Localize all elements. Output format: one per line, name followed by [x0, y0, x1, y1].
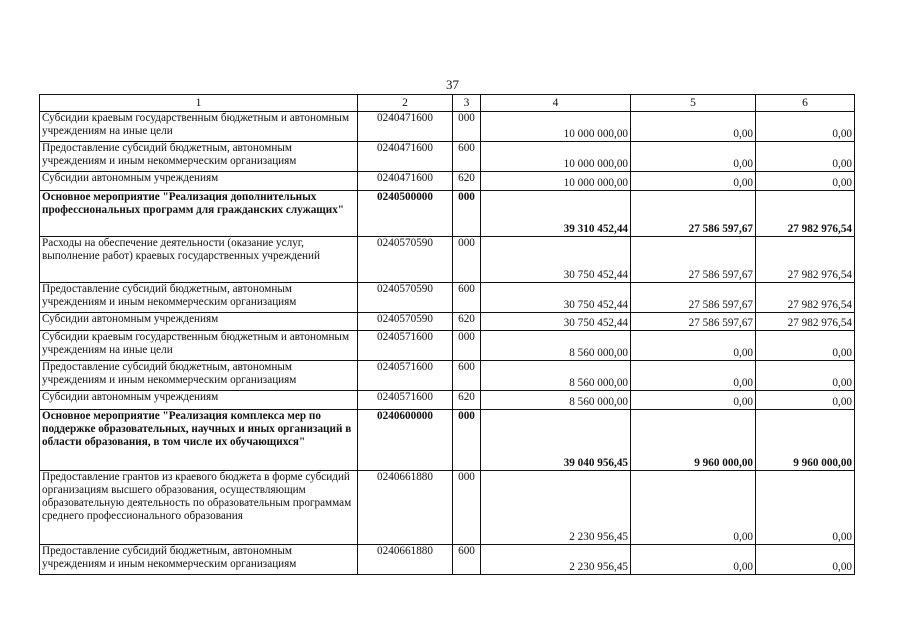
row-type: 000 [453, 471, 481, 545]
row-value-4: 10 000 000,00 [481, 112, 631, 142]
column-header: 6 [756, 95, 855, 112]
row-value-5: 0,00 [631, 391, 756, 410]
table-row [40, 410, 855, 471]
row-type: 600 [453, 361, 481, 391]
row-value-6: 0,00 [756, 545, 855, 575]
row-value-5: 0,00 [631, 172, 756, 191]
row-type: 000 [453, 237, 481, 283]
row-type: 000 [453, 410, 481, 471]
column-header: 4 [481, 95, 631, 112]
row-value-6: 9 960 000,00 [756, 410, 855, 471]
row-value-6: 0,00 [756, 361, 855, 391]
row-name: Предоставление субсидий бюджетным, автономным учреждениям и иным некоммерческим организациям [40, 283, 358, 313]
row-name: Предоставление субсидий бюджетным, автономным учреждениям и иным некоммерческим организациям [40, 361, 358, 391]
row-type: 600 [453, 545, 481, 575]
row-value-5: 0,00 [631, 331, 756, 361]
row-code: 0240500000 [358, 191, 453, 237]
row-value-5: 27 586 597,67 [631, 283, 756, 313]
row-code: 0240570590 [358, 237, 453, 283]
row-name: Предоставление грантов из краевого бюджета в форме субсидий организациям высшего образования, осуществляющим образовательную деятельность по образовательным программам среднего профессионального образования [40, 471, 358, 545]
column-header: 2 [358, 95, 453, 112]
row-value-5: 27 586 597,67 [631, 313, 756, 331]
table-body [40, 112, 855, 575]
row-name: Субсидии автономным учреждениям [40, 313, 358, 331]
table-row [40, 172, 855, 191]
row-value-4: 10 000 000,00 [481, 142, 631, 172]
row-value-6: 0,00 [756, 391, 855, 410]
row-code: 0240661880 [358, 471, 453, 545]
row-value-5: 27 586 597,67 [631, 237, 756, 283]
row-name: Основное мероприятие "Реализация комплекса мер по поддержке образовательных, научных и иных организаций в области образования, в том числе их обучающихся" [40, 410, 358, 471]
row-name: Предоставление субсидий бюджетным, автономным учреждениям и иным некоммерческим организациям [40, 545, 358, 575]
row-code: 0240471600 [358, 172, 453, 191]
page-number: 37 [446, 77, 459, 92]
row-type: 620 [453, 172, 481, 191]
row-type: 600 [453, 142, 481, 172]
row-code: 0240471600 [358, 112, 453, 142]
row-value-5: 0,00 [631, 545, 756, 575]
row-value-6: 0,00 [756, 112, 855, 142]
table-row [40, 361, 855, 391]
row-value-6: 0,00 [756, 331, 855, 361]
row-code: 0240571600 [358, 361, 453, 391]
row-type: 000 [453, 112, 481, 142]
row-name: Расходы на обеспечение деятельности (оказание услуг, выполнение работ) краевых государственных учреждений [40, 237, 358, 283]
row-value-4: 8 560 000,00 [481, 391, 631, 410]
budget-table [39, 94, 855, 575]
row-code: 0240571600 [358, 331, 453, 361]
row-value-5: 0,00 [631, 471, 756, 545]
row-value-4: 39 310 452,44 [481, 191, 631, 237]
table-row [40, 471, 855, 545]
row-code: 0240661880 [358, 545, 453, 575]
row-type: 000 [453, 191, 481, 237]
table-row [40, 545, 855, 575]
row-type: 620 [453, 313, 481, 331]
table-row [40, 191, 855, 237]
row-value-6: 27 982 976,54 [756, 313, 855, 331]
table-row [40, 112, 855, 142]
row-value-6: 27 982 976,54 [756, 283, 855, 313]
row-value-4: 10 000 000,00 [481, 172, 631, 191]
table-row [40, 142, 855, 172]
row-value-4: 30 750 452,44 [481, 283, 631, 313]
row-type: 000 [453, 331, 481, 361]
row-value-5: 0,00 [631, 361, 756, 391]
row-value-4: 8 560 000,00 [481, 361, 631, 391]
row-code: 0240571600 [358, 391, 453, 410]
table-row [40, 283, 855, 313]
row-value-4: 2 230 956,45 [481, 545, 631, 575]
row-value-6: 27 982 976,54 [756, 237, 855, 283]
row-value-4: 30 750 452,44 [481, 313, 631, 331]
row-code: 0240471600 [358, 142, 453, 172]
row-value-6: 0,00 [756, 142, 855, 172]
table-row [40, 391, 855, 410]
row-value-5: 0,00 [631, 112, 756, 142]
row-value-4: 2 230 956,45 [481, 471, 631, 545]
row-value-5: 27 586 597,67 [631, 191, 756, 237]
row-value-5: 9 960 000,00 [631, 410, 756, 471]
row-type: 620 [453, 391, 481, 410]
column-header: 1 [40, 95, 358, 112]
table-row [40, 331, 855, 361]
row-name: Субсидии автономным учреждениям [40, 391, 358, 410]
row-code: 0240570590 [358, 313, 453, 331]
column-header: 5 [631, 95, 756, 112]
row-value-6: 27 982 976,54 [756, 191, 855, 237]
row-name: Субсидии краевым государственным бюджетным и автономным учреждениям на иные цели [40, 112, 358, 142]
table-row [40, 237, 855, 283]
row-value-4: 30 750 452,44 [481, 237, 631, 283]
row-value-5: 0,00 [631, 142, 756, 172]
row-value-4: 8 560 000,00 [481, 331, 631, 361]
header-row [40, 95, 855, 112]
row-name: Основное мероприятие "Реализация дополнительных профессиональных программ для гражданских служащих" [40, 191, 358, 237]
row-code: 0240570590 [358, 283, 453, 313]
row-value-6: 0,00 [756, 471, 855, 545]
row-name: Субсидии автономным учреждениям [40, 172, 358, 191]
row-name: Предоставление субсидий бюджетным, автономным учреждениям и иным некоммерческим организациям [40, 142, 358, 172]
row-value-6: 0,00 [756, 172, 855, 191]
row-type: 600 [453, 283, 481, 313]
row-name: Субсидии краевым государственным бюджетным и автономным учреждениям на иные цели [40, 331, 358, 361]
column-header: 3 [453, 95, 481, 112]
row-value-4: 39 040 956,45 [481, 410, 631, 471]
row-code: 0240600000 [358, 410, 453, 471]
table-row [40, 313, 855, 331]
